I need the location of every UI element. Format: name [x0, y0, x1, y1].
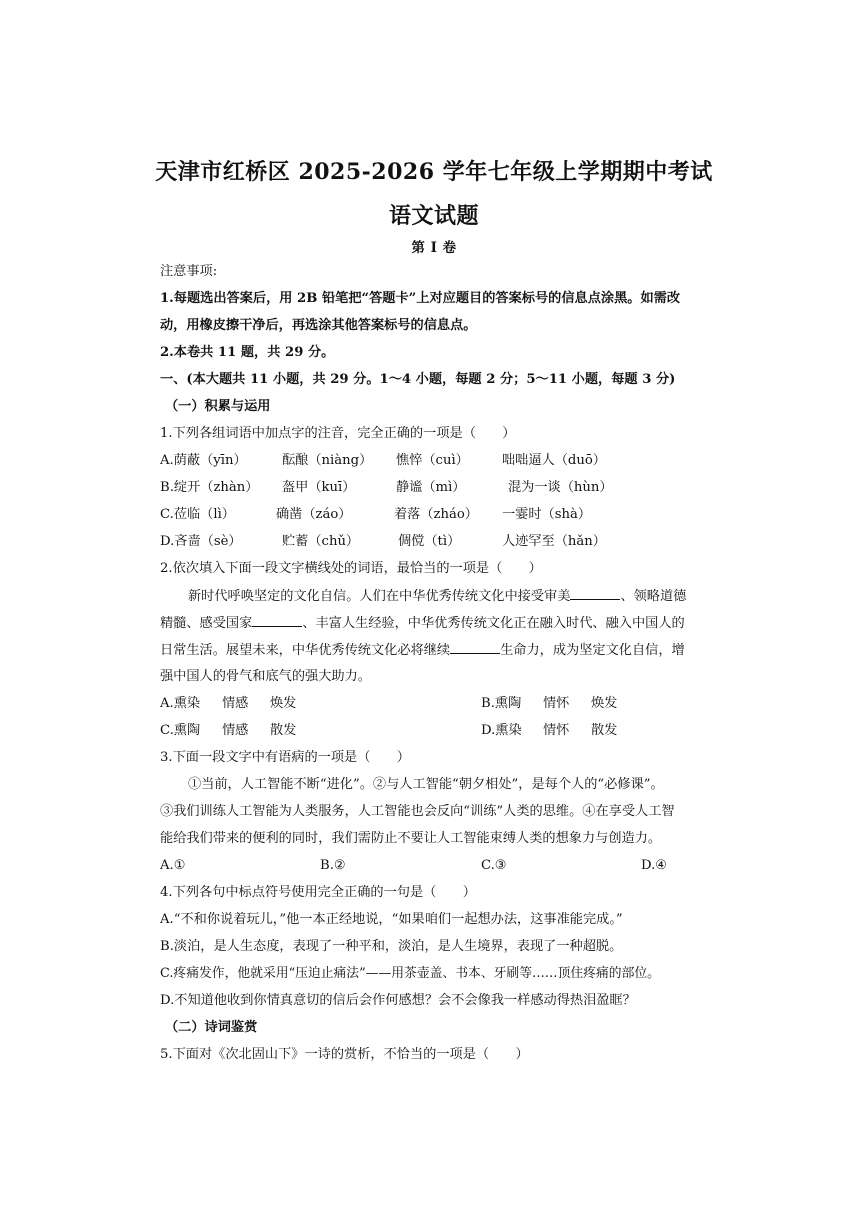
q2-opt-d-1: D.熏染 [481, 723, 522, 738]
q1-c-2: 确凿（záo） [276, 507, 352, 522]
q2-opt-b-1: B.熏陶 [481, 696, 522, 711]
note-2: 2.本卷共 11 题，共 29 分。 [160, 345, 335, 360]
q3-stem: 3.下面一段文字中有语病的一项是（ ） [160, 750, 410, 765]
q3-opt-b: B.② [320, 858, 346, 873]
q1-b-4: 混为一谈（hùn） [508, 480, 613, 495]
q2-passage-line-4: 强中国人的骨气和底气的强大助力。 [160, 669, 371, 684]
q4-opt-a: A.“不和你说着玩儿，”他一本正经地说，“如果咱们一起想办法，这事准能完成。” [160, 912, 623, 927]
q2-opt-b-2: 情怀 [543, 696, 570, 711]
q2-opt-a-3: 焕发 [270, 696, 297, 711]
q2-opt-d-2: 情怀 [543, 723, 570, 738]
exam-title: 天津市红桥区 2025-2026 学年七年级上学期期中考试 [155, 159, 713, 185]
q4-opt-b: B.淡泊，是人生态度，表现了一种平和，淡泊，是人生境界，表现了一种超脱。 [160, 939, 623, 954]
q2-opt-c-3: 散发 [270, 723, 297, 738]
q1-b-1: B.绽开（zhàn） [160, 480, 259, 495]
q1-a-4: 咄咄逼人（duō） [502, 453, 606, 468]
note-1a: 1.每题选出答案后，用 2B 铅笔把“答题卡”上对应题目的答案标号的信息点涂黑。如需改 [160, 291, 681, 306]
q3-opt-d: D.④ [641, 858, 668, 873]
q1-a-2: 酝酿（niàng） [282, 453, 373, 468]
q1-d-3: 倜傥（tì） [398, 534, 461, 549]
q3-passage-line-1: ①当前，人工智能不断“进化”。②与人工智能“朝夕相处”，是每个人的“必修课”。 [188, 777, 664, 792]
exam-subtitle: 语文试题 [388, 203, 479, 229]
q5-stem: 5.下面对《次北固山下》一诗的赏析，不恰当的一项是（ ） [160, 1047, 529, 1062]
volume-label: 第 I 卷 [411, 240, 457, 256]
q2-passage-line-2 [160, 614, 685, 633]
q2-opt-a-1: A.熏染 [160, 696, 201, 711]
q2-stem: 2.依次填入下面一段文字横线处的词语，最恰当的一项是（ ） [160, 561, 542, 576]
q1-d-1: D.吝啬（sè） [160, 534, 242, 549]
q3-passage-line-3: 能给我们带来的便利的同时，我们需防止不要让人工智能束缚人类的想象力与创造力。 [160, 831, 662, 846]
q2-blank-1 [570, 587, 620, 600]
q2-opt-a-2: 情感 [222, 696, 249, 711]
q1-c-4: 一霎时（shà） [502, 507, 592, 522]
q2-opt-c-2: 情感 [222, 723, 249, 738]
q1-a-1: A.荫蔽（yīn） [160, 453, 247, 468]
q4-stem: 4.下列各句中标点符号使用完全正确的一句是（ ） [160, 885, 476, 900]
q2-text-3a: 日常生活。展望未来，中华优秀传统文化必将继续 [160, 643, 451, 658]
notes-heading: 注意事项: [160, 264, 218, 279]
q1-d-2: 贮蓄（chǔ） [282, 534, 360, 549]
q2-passage-line-1 [188, 587, 686, 606]
q1-c-3: 着落（zháo） [394, 507, 478, 522]
q2-text-1a: 新时代呼唤坚定的文化自信。人们在中华优秀传统文化中接受审美 [188, 589, 571, 604]
q2-opt-b-3: 焕发 [591, 696, 618, 711]
q4-opt-d: D.不知道他收到你情真意切的信后会作何感想？会不会像我一样感动得热泪盈眶？ [160, 993, 636, 1008]
q1-c-1: C.莅临（lì） [160, 507, 235, 522]
q2-opt-c-1: C.熏陶 [160, 723, 201, 738]
q1-b-3: 静谧（mì） [396, 480, 466, 495]
q2-text-1b: 、领略道德 [620, 589, 687, 604]
q3-opt-c: C.③ [481, 858, 507, 873]
q2-text-2a: 精髓、感受国家 [160, 616, 253, 631]
q4-opt-c: C.疼痛发作，他就采用“压迫止痛法”——用茶壶盖、书本、牙刷等……顶住疼痛的部位。 [160, 966, 660, 981]
q3-passage-line-2: ③我们训练人工智能为人类服务，人工智能也会反向“训练”人类的思维。④在享受人工智 [160, 804, 675, 819]
q1-b-2: 盔甲（kuī） [282, 480, 356, 495]
note-1b: 动，用橡皮擦干净后，再选涂其他答案标号的信息点。 [160, 318, 477, 333]
q2-blank-3 [450, 641, 500, 654]
subsection2-heading: （二）诗词鉴赏 [165, 1020, 258, 1035]
q2-text-2b: 、丰富人生经验，中华优秀传统文化正在融入时代、融入中国人的 [302, 616, 685, 631]
q3-opt-a: A.① [160, 858, 186, 873]
q2-opt-d-3: 散发 [591, 723, 618, 738]
q1-a-3: 憔悴（cuì） [396, 453, 469, 468]
section1-heading: 一、(本大题共 11 小题，共 29 分。1～4 小题，每题 2 分；5～11 小题，每题 3 分) [160, 372, 676, 387]
q2-passage-line-3 [160, 641, 685, 660]
q2-text-3b: 生命力，成为坚定文化自信，增 [500, 643, 685, 658]
subsection1-heading: （一）积累与运用 [165, 399, 271, 414]
q2-blank-2 [252, 614, 302, 627]
q1-d-4: 人迹罕至（hǎn） [502, 534, 606, 549]
q1-stem: 1.下列各组词语中加点字的注音，完全正确的一项是（ ） [160, 426, 516, 441]
